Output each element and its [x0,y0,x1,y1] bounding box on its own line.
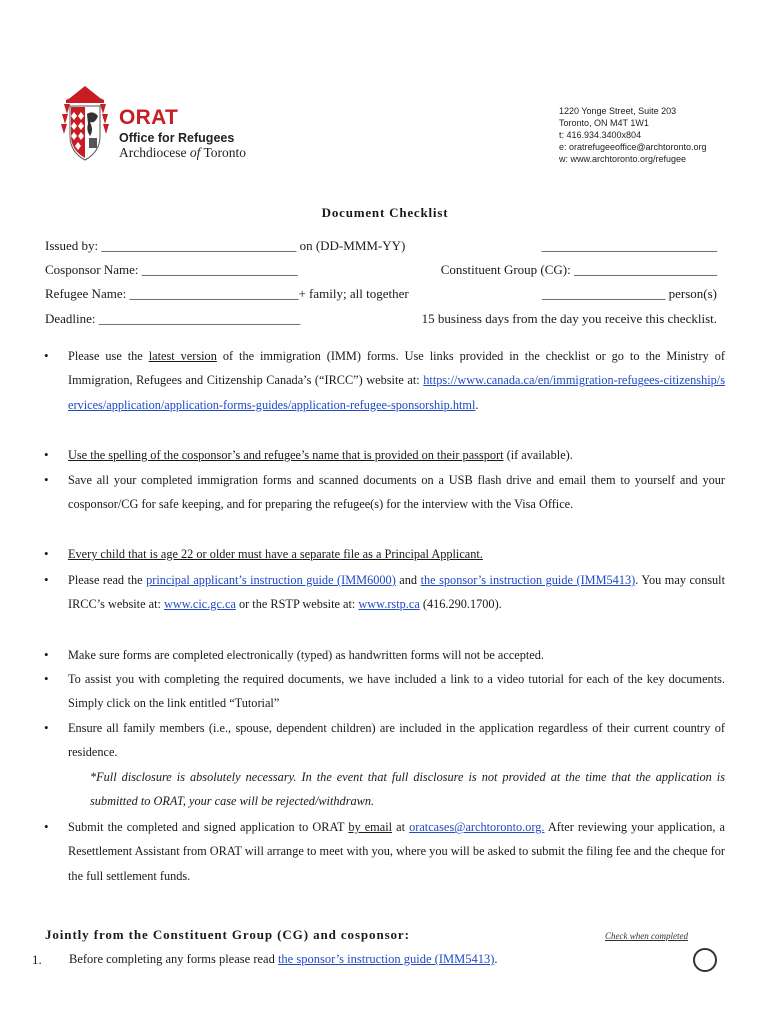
refugee-name-line: Refugee Name: __________________________+ family; all together ___________________ person(s) [45,286,717,301]
bullet-glyph: • [44,546,49,561]
address-line: Toronto, ON M4T 1W1 [559,118,649,128]
bullet-instruction-guides: Please read the principal applicant’s instruction guide (IMM6000) and the sponsor’s instruction guide (IMM5413). You may consult IRCC’s website at: www.cic.gc.ca or the RSTP website at: www.rstp.ca (416.290.1700). [68,573,725,612]
cic-link[interactable]: www.cic.gc.ca [163,597,236,612]
bullet-glyph: • [44,572,49,587]
bullet-family-members: Ensure all family members (i.e., spouse, dependent children) are included in the application regardless of their current country of residence. [68,721,725,760]
sponsor-guide-link[interactable]: the sponsor’s instruction guide (IMM5413) [277,952,495,966]
bullet-glyph: • [44,348,49,363]
address-line: 1220 Yonge Street, Suite 203 [559,106,677,116]
rstp-link[interactable]: www.rstp.ca [358,597,420,612]
issued-by-line: Issued by: ______________________________ on (DD-MMM-YY) ___________________________ [45,238,717,253]
bullet-child-age: Every child that is age 22 or older must have a separate file as a Principal Applicant. [68,547,483,561]
bullet-submit-application: Submit the completed and signed application to ORAT by email at oratcases@archtoronto.org. After reviewing your application, a Resettlement Assistant from ORAT will arrange to meet with you, where you will be asked to submit the filing fee and the cheque for the full settlement funds. [68,820,725,883]
archdiocese-name: Archdiocese of Toronto [119,145,247,160]
completion-checkbox[interactable] [693,948,717,972]
bullet-glyph: • [44,720,49,735]
checklist-item-text: Before completing any forms please read the sponsor’s instruction guide (IMM5413). [69,952,498,966]
document-title: Document Checklist [321,205,449,220]
website-line[interactable]: w: www.archtoronto.org/refugee [559,154,687,164]
oratcases-email-link[interactable]: oratcases@archtoronto.org. [409,820,545,834]
org-subtitle: Office for Refugees [119,131,235,145]
imm6000-link[interactable]: principal applicant’s instruction guide (IMM6000) [146,573,396,587]
full-disclosure-note: *Full disclosure is absolutely necessary. In the event that full disclosure is not provided at the time that the application is submitted to ORAT, your case will be rejected/withdrawn. [90,770,725,809]
org-name: ORAT [119,106,179,129]
checklist-item-number: 1. [32,952,42,967]
ircc-forms-link[interactable]: https://www.canada.ca/en/immigration-refugees-citizenship/services/application/application-forms-guides/application-refugee-sponsorship.html [68,373,725,412]
address-block [559,105,707,165]
bullet-glyph: • [44,819,49,834]
bullet-glyph: • [44,671,49,686]
bullet-latest-version: Please use the latest version of the immigration (IMM) forms. Use links provided in the checklist or go to the Ministry of Immigration, Refugees and Citizenship Canada’s (“IRCC”) website at: https://www.canada.ca/en/immigration-refugees-citizenship/services/application/application-forms-guides/application-refugee-sponsorship.html. [68,349,726,412]
section-heading: Jointly from the Constituent Group (CG) and cosponsor: [45,927,410,942]
bullet-typed-forms: Make sure forms are completed electronically (typed) as handwritten forms will not be accepted. [68,648,544,662]
check-when-completed-label: Check when completed [605,931,688,941]
deadline-line: Deadline: _______________________________ 15 business days from the day you receive this checklist. [45,311,717,326]
phone-line: t: 416.934.3400x804 [559,130,642,140]
bullet-video-tutorial: To assist you with completing the required documents, we have included a link to a video tutorial for each of the key documents. Simply click on the link entitled “Tutorial” [68,672,725,711]
bullet-passport-spelling: Use the spelling of the cosponsor’s and refugee’s name that is provided on their passport (if available). [68,448,573,462]
bullet-glyph: • [44,647,49,662]
orat-crest-logo [60,84,110,164]
bullet-glyph: • [44,472,49,487]
imm5413-link[interactable]: the sponsor’s instruction guide (IMM5413) [420,573,636,587]
bullet-glyph: • [44,447,49,462]
email-line[interactable]: e: oratrefugeeoffice@archtoronto.org [559,142,707,152]
bullet-save-forms: Save all your completed immigration forms and scanned documents on a USB flash drive and email them to yourself and your cosponsor/CG for safe keeping, and for preparing the refugee(s) for the interview with the Visa Office. [68,473,725,512]
cosponsor-name-line: Cosponsor Name: ________________________ Constituent Group (CG): ______________________ [45,262,717,277]
